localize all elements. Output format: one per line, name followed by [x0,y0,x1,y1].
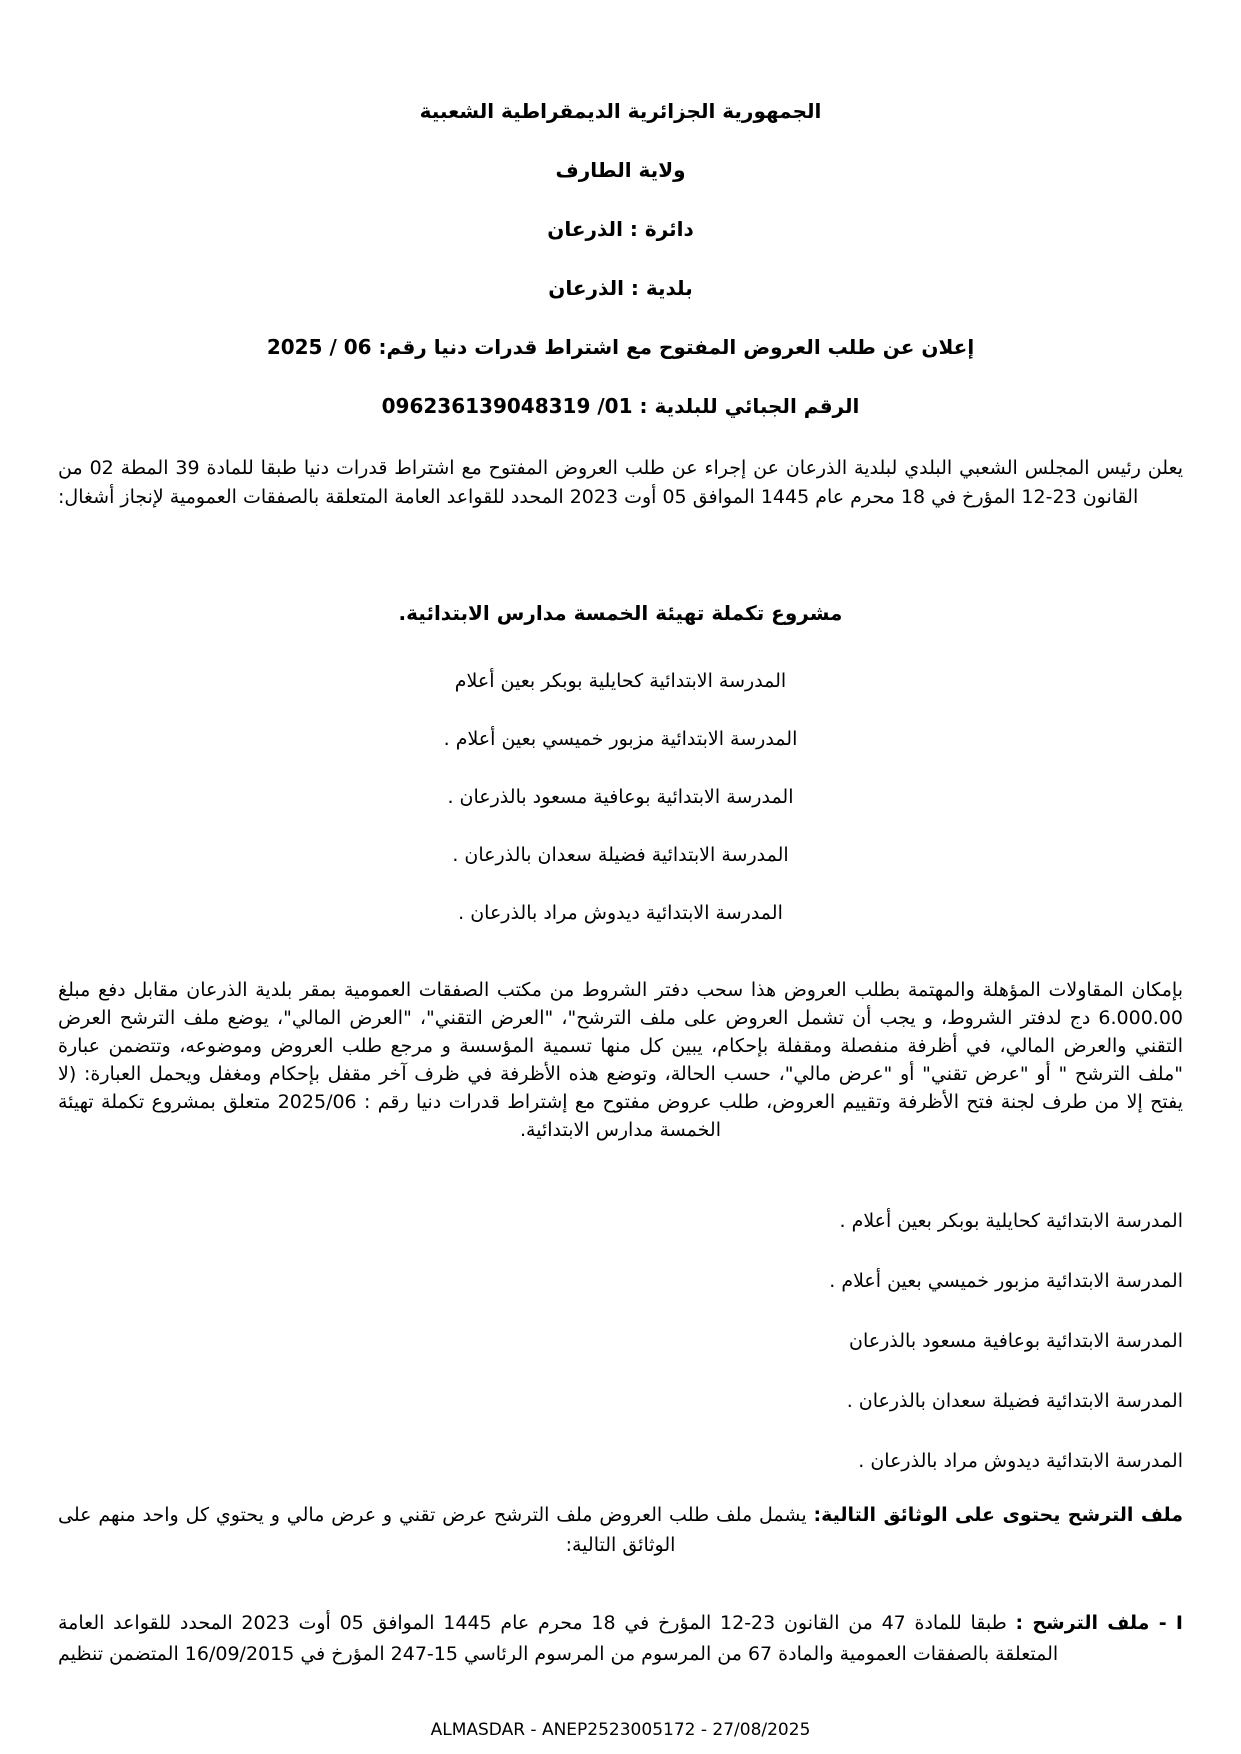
footer-anep-line: ALMASDAR - ANEP2523005172 - 27/08/2025 [430,1720,811,1740]
dossier-lead: ملف الترشح يحتوى على الوثائق التالية: [813,1504,1183,1526]
section1-paragraph [58,1608,1183,1670]
section1-lead: I - ملف الترشح : [1015,1612,1183,1634]
schools-list-first [58,670,1183,924]
school-item: المدرسة الابتدائية فضيلة سعدان بالذرعان . [846,1390,1183,1412]
intro-paragraph: يعلن رئيس المجلس الشعبي البلدي لبلدية الذرعان عن إجراء عن طلب العروض المفتوح مع اشتراط قدرات دنيا طبقا للمادة 39 المطة 02 من القانون 23-12 المؤرخ في 18 محرم عام 1445 الموافق 05 أوت 2023 المحدد للقواعد العامة المتعلقة بالصفقات العمومية لإنجاز أشغال: [58,457,1183,508]
header-wilaya: ولاية الطارف [555,158,686,182]
header-block [58,100,1183,417]
school-item: المدرسة الابتدائية كحايلية بوبكر بعين أعلام . [839,1210,1183,1232]
school-item: المدرسة الابتدائية ديدوش مراد بالذرعان . [458,902,783,924]
tender-announcement-title: إعلان عن طلب العروض المفتوح مع اشتراط قدرات دنيا رقم: 06 / 2025 [266,335,975,359]
header-commune: بلدية : الذرعان [548,276,693,300]
dossier-paragraph [58,1500,1183,1560]
procedure-paragraph: بإمكان المقاولات المؤهلة والمهتمة بطلب العروض هذا سحب دفتر الشروط من مكتب الصفقات العمومية بمقر بلدية الذرعان مقابل دفع مبلغ 6.000.00 دج لدفتر الشروط، و يجب أن تشمل العروض على ملف الترشح"، "العرض التقني"، "العرض المالي"، يوضع ملف الترشح العرض التقني والعرض المالي، في أظرفة منفصلة ومقفلة بإحكام، يبين كل منها تسمية المؤسسة و مرجع طلب العروض وموضوعه، وتتضمن عبارة "ملف الترشح " أو "عرض تقني" أو "عرض مالي"، حسب الحالة، وتوضع هذه الأظرفة في ظرف آخر مقفل بإحكام ومغفل ويحمل العبارة: (لا يفتح إلا من طرف لجنة فتح الأظرفة وتقييم العروض، طلب عروض مفتوح مع إشتراط قدرات دنيا رقم : 2025/06 متعلق بمشروع تكملة تهيئة الخمسة مدارس الابتدائية. [58,979,1184,1141]
header-daira: دائرة : الذرعان [547,217,694,241]
school-item: المدرسة الابتدائية مزبور خميسي بعين أعلام . [829,1270,1183,1292]
project-title: مشروع تكملة تهيئة الخمسة مدارس الابتدائية. [398,601,843,625]
header-republic: الجمهورية الجزائرية الديمقراطية الشعبية [419,99,822,123]
school-item: المدرسة الابتدائية فضيلة سعدان بالذرعان . [452,844,789,866]
school-item: المدرسة الابتدائية كحايلية بوبكر بعين أعلام [454,670,787,692]
school-item: المدرسة الابتدائية بوعافية مسعود بالذرعان [849,1330,1183,1352]
schools-list-second [58,1210,1183,1472]
school-item: المدرسة الابتدائية ديدوش مراد بالذرعان . [858,1450,1183,1472]
section1-rest: طبقا للمادة 47 من القانون 23-12 المؤرخ في 18 محرم عام 1445 الموافق 05 أوت 2023 المحدد للقواعد العامة المتعلقة بالصفقات العمومية والمادة 67 من المرسوم من المرسوم الرئاسي 15-247 المؤرخ في 16/09/2015 المتضمن تنظيم [58,1612,1059,1665]
school-item: المدرسة الابتدائية مزبور خميسي بعين أعلام . [443,728,798,750]
school-item: المدرسة الابتدائية بوعافية مسعود بالذرعان . [447,786,794,808]
dossier-rest: يشمل ملف طلب العروض ملف الترشح عرض تقني و عرض مالي و يحتوي كل واحد منهم على الوثائق التالية: [58,1504,814,1556]
fiscal-number-line: الرقم الجبائي للبلدية : 01/ 096236139048319 [381,394,860,418]
